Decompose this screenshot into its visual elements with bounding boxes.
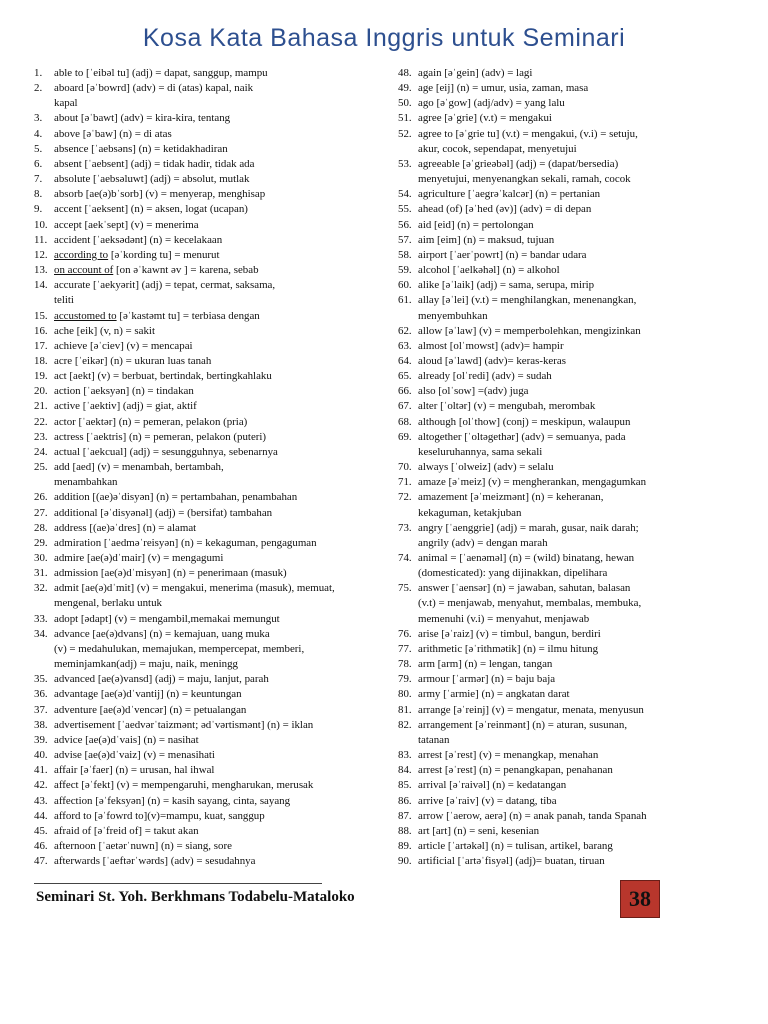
entry-text: arrange [əˈreinj] (v) = mengatur, menata, menyusun <box>418 703 644 716</box>
entry-number: 32. <box>34 582 48 595</box>
entry-number: 59. <box>398 264 412 277</box>
vocab-entry <box>34 278 384 308</box>
vocab-entry <box>34 612 384 627</box>
entry-text: act [aekt] (v) = berbuat, bertindak, bertingkahlaku <box>54 370 272 383</box>
vocab-entry <box>34 506 384 521</box>
vocab-entry <box>398 339 734 354</box>
entry-text: action [ˈaeksyən] (n) = tindakan <box>54 385 194 398</box>
entry-number: 79. <box>398 673 412 686</box>
entry-number: 27. <box>34 506 48 519</box>
entry-number: 33. <box>34 612 48 625</box>
entry-text: army [ˈarmie] (n) = angkatan darat <box>418 688 570 701</box>
entry-text: allow [əˈlaw] (v) = memperbolehkan, mengizinkan <box>418 324 641 337</box>
footer-divider <box>34 883 322 884</box>
entry-number: 85. <box>398 779 412 792</box>
entry-number: 3. <box>34 112 43 125</box>
entry-text: address [(ae)əˈdres] (n) = alamat <box>54 521 197 534</box>
entry-number: 39. <box>34 733 48 746</box>
vocab-entry <box>398 384 734 399</box>
entry-text: afford to [əˈfowrd to](v)=mampu, kuat, sanggup <box>54 809 265 822</box>
vocab-entry <box>34 445 384 460</box>
entry-number: 37. <box>34 703 48 716</box>
entry-text <box>54 309 384 324</box>
vocab-entry <box>398 672 734 687</box>
entry-number: 6. <box>34 157 43 170</box>
entry-number: 83. <box>398 749 412 762</box>
entry-number: 2. <box>34 82 43 95</box>
vocab-entry <box>398 657 734 672</box>
entry-text: advantage [ae(ə)dˈvantij] (n) = keuntungan <box>54 688 242 701</box>
entry-text: active [ˈaektiv] (adj) = giat, aktif <box>54 400 197 413</box>
entry-text: armour [ˈarmər] (n) = baju baja <box>418 673 556 686</box>
vocab-entry <box>398 475 734 490</box>
entry-text: acre [ˈeikər] (n) = ukuran luas tanah <box>54 354 212 367</box>
entry-number: 88. <box>398 824 412 837</box>
vocab-entry <box>398 460 734 475</box>
vocab-entry <box>34 551 384 566</box>
entry-text: accident [ˈaeksədənt] (n) = kecelakaan <box>54 233 223 246</box>
entry-number: 69. <box>398 430 412 443</box>
entry-definition: [əˈkastəmt tu] = terbiasa dengan <box>116 309 260 322</box>
vocab-list-left <box>34 66 384 869</box>
entry-text: absorb [ae(ə)bˈsorb] (v) = menyerap, menghisap <box>54 188 266 201</box>
entry-text <box>54 248 384 263</box>
entry-number: 35. <box>34 673 48 686</box>
entry-number: 90. <box>398 855 412 868</box>
entry-number: 60. <box>398 279 412 292</box>
entry-text: actor [ˈaektər] (n) = pemeran, pelakon (pria) <box>54 415 248 428</box>
vocab-entry <box>34 263 384 278</box>
vocab-entry <box>34 809 384 824</box>
entry-number: 44. <box>34 809 48 822</box>
entry-number: 80. <box>398 688 412 701</box>
footer-institution: Seminari St. Yoh. Berkhmans Todabelu-Mataloko <box>36 889 355 905</box>
vocab-entry <box>398 809 734 824</box>
entry-text: advanced [ae(ə)vansd] (adj) = maju, lanjut, parah <box>54 673 269 686</box>
entry-text: also [olˈsow] =(adv) juga <box>418 385 529 398</box>
entry-number: 42. <box>34 779 48 792</box>
entry-number: 22. <box>34 415 48 428</box>
entry-number: 82. <box>398 718 412 731</box>
vocab-entry <box>34 460 384 490</box>
entry-definition: [on əˈkawnt əv ] = karena, sebab <box>113 264 259 277</box>
entry-number: 87. <box>398 809 412 822</box>
entry-number: 25. <box>34 461 48 474</box>
entry-number: 84. <box>398 764 412 777</box>
entry-number: 15. <box>34 309 48 322</box>
entry-number: 16. <box>34 324 48 337</box>
entry-text: affair [əˈfaer] (n) = urusan, hal ihwal <box>54 764 215 777</box>
vocab-entry <box>398 202 734 217</box>
vocab-entry <box>34 384 384 399</box>
entry-text: advice [ae(ə)dˈvais] (n) = nasihat <box>54 733 199 746</box>
entry-text: age [eij] (n) = umur, usia, zaman, masa <box>418 82 589 95</box>
entry-text: alike [əˈlaik] (adj) = sama, serupa, mirip <box>418 279 595 292</box>
entry-number: 51. <box>398 112 412 125</box>
entry-number: 36. <box>34 688 48 701</box>
vocab-entry <box>34 536 384 551</box>
entry-text: absolute [ˈaebsəluwt] (adj) = absolut, mutlak <box>54 173 250 186</box>
vocab-entry <box>34 248 384 263</box>
vocab-entry <box>34 521 384 536</box>
vocab-entry <box>398 430 734 460</box>
entry-text: already [olˈredi] (adv) = sudah <box>418 370 552 383</box>
entry-text: afterwards [ˈaeftərˈwərds] (adv) = sesudahnya <box>54 855 256 868</box>
entry-text: able to [ˈeibəl tu] (adj) = dapat, sanggup, mampu <box>54 67 268 79</box>
vocab-entry <box>398 96 734 111</box>
vocab-entry <box>34 202 384 217</box>
underlined-phrase: on account of <box>54 264 114 277</box>
vocab-entry <box>34 233 384 248</box>
vocab-entry <box>34 324 384 339</box>
vocab-entry <box>398 778 734 793</box>
vocab-entry <box>398 839 734 854</box>
entry-text: artificial [ˈartəˈfisyəl] (adj)= buatan, tiruan <box>418 855 605 868</box>
entry-text: arise [əˈraiz] (v) = timbul, bangun, berdiri <box>418 627 601 640</box>
underlined-phrase: according to <box>54 248 109 261</box>
entry-number: 14. <box>34 279 48 292</box>
vocab-entry <box>34 218 384 233</box>
entry-text: absence [ˈaebsəns] (n) = ketidakhadiran <box>54 142 228 155</box>
entry-number: 41. <box>34 764 48 777</box>
entry-text: affection [əˈfeksyən] (n) = kasih sayang, cinta, sayang <box>54 794 291 807</box>
entry-text: ache [eik] (v, n) = sakit <box>54 324 155 337</box>
vocab-entry <box>398 293 734 323</box>
underlined-phrase: accustomed to <box>54 309 117 322</box>
vocab-entry <box>34 369 384 384</box>
entry-text: add [aed] (v) = menambah, bertambah, menambahkan <box>54 461 224 489</box>
entry-text: altogether [ˈoltəgethər] (adv) = semuanya, pada keseluruhannya, sama sekali <box>418 430 626 458</box>
entry-text: answer [ˈaensər] (n) = jawaban, sahutan, balasan (v.t) = menjawab, menyahut, membalas, membuka, memenuhi (v.i) = menyahut, menjawab <box>418 582 642 625</box>
entry-number: 18. <box>34 354 48 367</box>
entry-number: 8. <box>34 188 43 201</box>
entry-number: 11. <box>34 233 48 246</box>
entry-number: 10. <box>34 218 48 231</box>
entry-number: 58. <box>398 248 412 261</box>
entry-number: 19. <box>34 370 48 383</box>
entry-number: 73. <box>398 521 412 534</box>
vocab-entry <box>398 263 734 278</box>
entry-text: amazement [əˈmeizmənt] (n) = keheranan, kekaguman, ketakjuban <box>418 491 604 519</box>
entry-text: arithmetic [əˈrithmətik] (n) = ilmu hitung <box>418 642 599 655</box>
vocab-entry <box>398 581 734 626</box>
entry-text: aboard [əˈbowrd] (adv) = di (atas) kapal, naik kapal <box>54 82 254 110</box>
vocab-entry <box>398 399 734 414</box>
entry-number: 56. <box>398 218 412 231</box>
entry-text: afternoon [ˈaetərˈnuwn] (n) = siang, sore <box>54 839 232 852</box>
entry-text: aloud [əˈlawd] (adv)= keras-keras <box>418 354 566 367</box>
vocab-entry <box>398 248 734 263</box>
entry-text: about [əˈbawt] (adv) = kira-kira, tentang <box>54 112 231 125</box>
entry-text: advise [ae(ə)dˈvaiz] (v) = menasihati <box>54 749 215 762</box>
entry-number: 13. <box>34 264 48 277</box>
vocab-entry <box>34 824 384 839</box>
entry-number: 38. <box>34 718 48 731</box>
vocab-entry <box>34 339 384 354</box>
entry-number: 72. <box>398 491 412 504</box>
entry-number: 78. <box>398 658 412 671</box>
entry-number: 55. <box>398 203 412 216</box>
vocab-entry <box>34 127 384 142</box>
vocab-entry <box>398 521 734 551</box>
entry-number: 29. <box>34 536 48 549</box>
entry-text: above [əˈbaw] (n) = di atas <box>54 127 172 140</box>
entry-number: 54. <box>398 188 412 201</box>
entry-text: angry [ˈaenggrie] (adj) = marah, gusar, naik darah; angrily (adv) = dengan marah <box>418 521 639 549</box>
entry-number: 9. <box>34 203 43 216</box>
entry-number: 1. <box>34 67 43 79</box>
entry-number: 28. <box>34 521 48 534</box>
entry-number: 23. <box>34 430 48 443</box>
vocab-entry <box>34 687 384 702</box>
vocab-entry <box>398 157 734 187</box>
entry-text: achieve [əˈciev] (v) = mencapai <box>54 339 193 352</box>
entry-text: advance [ae(ə)dvans] (n) = kemajuan, uang muka (v) = medahulukan, memajukan, mempercepat, memberi, meminjamkan(adj) = maju, naik, meningg <box>54 627 305 671</box>
vocab-entry <box>34 157 384 172</box>
entry-number: 52. <box>398 127 412 140</box>
entry-text: accept [aekˈsept] (v) = menerima <box>54 218 199 231</box>
vocab-entry <box>34 839 384 854</box>
entry-text: arrest [əˈrest] (n) = penangkapan, penahanan <box>418 764 613 777</box>
entry-number: 62. <box>398 324 412 337</box>
vocab-entry <box>34 566 384 581</box>
entry-text: airport [ˈaerˈpowrt] (n) = bandar udara <box>418 248 587 261</box>
entry-text: adopt [ədapt] (v) = mengambil,memakai memungut <box>54 612 280 625</box>
entry-text: agreeable [əˈgrieəbəl] (adj) = (dapat/bersedia) menyetujui, menyenangkan sekali, ramah, cocok <box>418 157 631 186</box>
entry-text: always [ˈolweiz] (adv) = selalu <box>418 461 554 474</box>
entry-number: 77. <box>398 642 412 655</box>
vocab-entry <box>34 794 384 809</box>
entry-number: 46. <box>34 839 48 852</box>
entry-text: addition [(ae)əˈdisyən] (n) = pertambahan, penambahan <box>54 491 298 504</box>
entry-text: actress [ˈaektris] (n) = pemeran, pelakon (puteri) <box>54 430 267 443</box>
entry-number: 21. <box>34 400 48 413</box>
vocab-list-right <box>398 66 734 869</box>
vocab-entry <box>398 187 734 202</box>
entry-text: agree [əˈgrie] (v.t) = mengakui <box>418 112 552 125</box>
entry-text: arrest [əˈrest] (v) = menangkap, menahan <box>418 749 599 762</box>
entry-text: arm [arm] (n) = lengan, tangan <box>418 658 553 671</box>
vocab-entry <box>398 111 734 126</box>
entry-number: 34. <box>34 627 48 640</box>
vocab-entry <box>34 66 384 81</box>
entry-number: 70. <box>398 461 412 474</box>
entry-number: 5. <box>34 142 43 155</box>
entry-text: affect [əˈfekt] (v) = mempengaruhi, mengharukan, merusak <box>54 779 314 792</box>
entry-text: adventure [ae(ə)dˈvencər] (n) = petualangan <box>54 703 247 716</box>
vocab-entry <box>398 703 734 718</box>
vocab-entry <box>398 415 734 430</box>
entry-text: art [art] (n) = seni, kesenian <box>418 824 540 837</box>
entry-text: aim [eim] (n) = maksud, tujuan <box>418 233 555 246</box>
entry-text: alcohol [ˈaelkəhəl] (n) = alkohol <box>418 264 560 277</box>
vocab-entry <box>34 672 384 687</box>
entry-text: admire [ae(ə)dˈmair] (v) = mengagumi <box>54 552 224 564</box>
vocab-entry <box>398 794 734 809</box>
entry-text: arrive [əˈraiv] (v) = datang, tiba <box>418 794 557 807</box>
entry-number: 76. <box>398 627 412 640</box>
entry-text: arrow [ˈaerow, aerə] (n) = anak panah, tanda Spanah <box>418 809 647 822</box>
entry-text: accurate [ˈaekyərit] (adj) = tepat, cermat, saksama, teliti <box>54 279 276 307</box>
entry-text: actual [ˈaekcual] (adj) = sesungguhnya, sebenarnya <box>54 445 278 458</box>
vocab-entry <box>34 733 384 748</box>
entry-number: 66. <box>398 385 412 398</box>
entry-number: 31. <box>34 567 48 580</box>
entry-text: advertisement [ˈaedvərˈtaizmənt; ədˈvərtismənt] (n) = iklan <box>54 718 314 731</box>
entry-text: accent [ˈaeksent] (n) = aksen, logat (ucapan) <box>54 203 248 216</box>
vocab-entry <box>34 430 384 445</box>
vocab-entry <box>34 111 384 126</box>
vocab-entry <box>398 490 734 520</box>
entry-number: 7. <box>34 173 43 186</box>
vocab-entry <box>34 399 384 414</box>
entry-number: 17. <box>34 339 48 352</box>
entry-number: 30. <box>34 552 48 564</box>
entry-number: 68. <box>398 415 412 428</box>
entry-text: additional [əˈdisyənəl] (adj) = (bersifat) tambahan <box>54 506 273 519</box>
entry-text: ahead (of) [əˈhed (əv)] (adv) = di depan <box>418 203 592 216</box>
entry-number: 74. <box>398 552 412 564</box>
entry-number: 67. <box>398 400 412 413</box>
entry-text: arrangement [əˈreinmənt] (n) = aturan, susunan, tatanan <box>418 718 628 746</box>
vocab-entry <box>398 233 734 248</box>
entry-number: 20. <box>34 385 48 398</box>
page-title: Kosa Kata Bahasa Inggris untuk Seminari <box>142 24 626 52</box>
vocab-entry <box>34 854 384 869</box>
entry-text: although [olˈthow] (conj) = meskipun, walaupun <box>418 415 631 428</box>
entry-text: afraid of [əˈfreid of] = takut akan <box>54 824 199 837</box>
entry-number: 47. <box>34 855 48 868</box>
entry-number: 86. <box>398 794 412 807</box>
entry-number: 71. <box>398 476 412 489</box>
entry-number: 45. <box>34 824 48 837</box>
entry-number: 61. <box>398 294 412 307</box>
vocab-entry <box>398 854 734 869</box>
entry-number: 50. <box>398 97 412 110</box>
vocab-entry <box>398 66 734 81</box>
vocab-entry <box>34 627 384 672</box>
entry-text: agree to [əˈgrie tu] (v.t) = mengakui, (v.i) = setuju, akur, cocok, sependapat, menyetujui <box>418 127 638 155</box>
entry-text: arrival [əˈraivəl] (n) = kedatangan <box>418 779 567 792</box>
vocab-entry <box>34 778 384 793</box>
entry-text: animal = [ˈaenəməl] (n) = (wild) binatang, hewan (domesticated): yang dijinakkan, dipelihara <box>418 552 635 580</box>
vocab-entry <box>398 551 734 581</box>
entry-number: 65. <box>398 370 412 383</box>
entry-number: 89. <box>398 839 412 852</box>
entry-text: admit [ae(ə)dˈmit] (v) = mengakui, menerima (masuk), memuat, mengenal, berlaku untuk <box>54 582 335 610</box>
vocab-entry <box>398 127 734 157</box>
entry-definition: [əˈkording tu] = menurut <box>108 248 220 261</box>
vocab-entry <box>398 81 734 96</box>
entry-number: 4. <box>34 127 43 140</box>
entry-text: aid [eid] (n) = pertolongan <box>418 218 534 231</box>
entry-text: allay [əˈlei] (v.t) = menghilangkan, menenangkan, menyembuhkan <box>418 294 637 322</box>
vocab-entry <box>34 354 384 369</box>
vocab-entry <box>34 581 384 611</box>
vocab-entry <box>398 354 734 369</box>
vocab-entry <box>34 142 384 157</box>
vocab-entry <box>34 309 384 324</box>
entry-text: admission [ae(ə)dˈmisyən] (n) = penerimaan (masuk) <box>54 567 287 580</box>
vocab-entry <box>398 718 734 748</box>
entry-number: 24. <box>34 445 48 458</box>
vocab-entry <box>398 824 734 839</box>
entry-number: 40. <box>34 749 48 762</box>
vocab-entry <box>34 490 384 505</box>
vocab-entry <box>34 187 384 202</box>
page-number-badge: 38 <box>620 880 660 918</box>
entry-text: agriculture [ˈaegrəˈkalcər] (n) = pertanian <box>418 188 601 201</box>
entry-number: 49. <box>398 82 412 95</box>
vocab-entry <box>34 718 384 733</box>
vocab-entry <box>34 703 384 718</box>
entry-number: 64. <box>398 354 412 367</box>
entry-text: again [əˈgein] (adv) = lagi <box>418 67 533 79</box>
entry-number: 57. <box>398 233 412 246</box>
vocab-entry <box>398 763 734 778</box>
vocab-entry <box>34 81 384 111</box>
vocab-entry <box>398 748 734 763</box>
vocab-entry <box>398 369 734 384</box>
entry-number: 63. <box>398 339 412 352</box>
entry-number: 26. <box>34 491 48 504</box>
vocab-entry <box>398 687 734 702</box>
vocab-entry <box>34 415 384 430</box>
vocab-entry <box>398 278 734 293</box>
entry-text: amaze [əˈmeiz] (v) = mengherankan, mengagumkan <box>418 476 647 489</box>
entry-number: 12. <box>34 248 48 261</box>
vocab-entry <box>34 172 384 187</box>
entry-text: ago [əˈgow] (adj/adv) = yang lalu <box>418 97 565 110</box>
vocab-entry <box>398 627 734 642</box>
vocab-entry <box>34 763 384 778</box>
vocab-entry <box>398 324 734 339</box>
entry-text <box>54 263 384 278</box>
vocab-entry <box>398 218 734 233</box>
entry-text: absent [ˈaebsent] (adj) = tidak hadir, tidak ada <box>54 157 255 170</box>
entry-number: 48. <box>398 67 412 79</box>
vocab-entry <box>398 642 734 657</box>
entry-number: 75. <box>398 582 412 595</box>
entry-text: admiration [ˈaedməˈreisyən] (n) = kekaguman, pengaguman <box>54 536 317 549</box>
entry-number: 53. <box>398 157 412 170</box>
entry-number: 81. <box>398 703 412 716</box>
vocab-entry <box>34 748 384 763</box>
entry-text: almost [olˈmowst] (adv)= hampir <box>418 339 564 352</box>
entry-number: 43. <box>34 794 48 807</box>
entry-text: article [ˈartəkəl] (n) = tulisan, artikel, barang <box>418 839 613 852</box>
entry-text: alter [ˈoltər] (v) = mengubah, merombak <box>418 400 596 413</box>
